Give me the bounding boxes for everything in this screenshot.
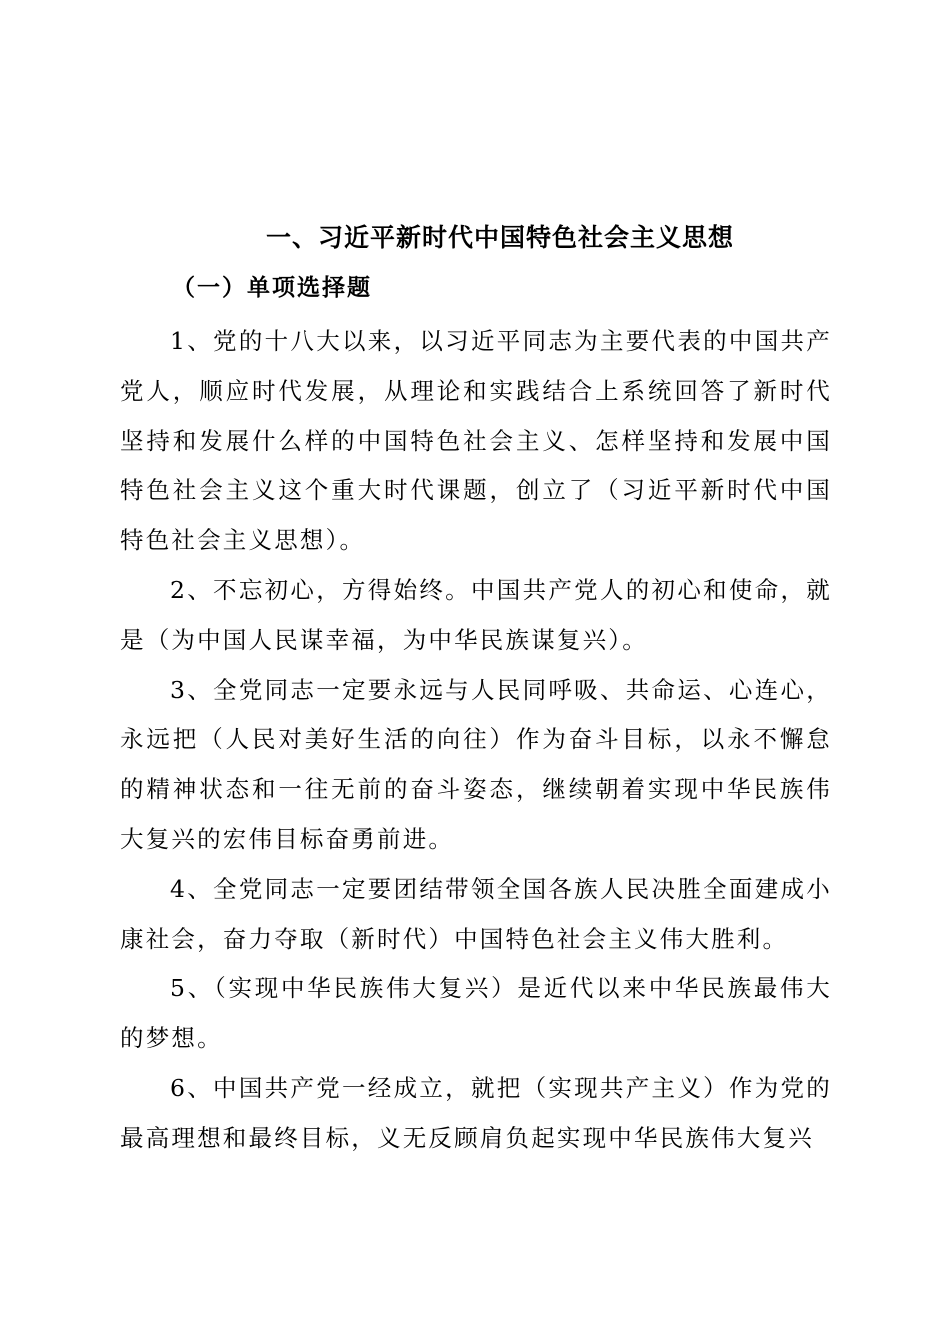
question-item: 4、全党同志一定要团结带领全国各族人民决胜全面建成小康社会，奋力夺取（新时代）中国特色社会主义伟大胜利。 — [120, 874, 832, 953]
question-item: 3、全党同志一定要永远与人民同呼吸、共命运、心连心，永远把（人民对美好生活的向往）作为奋斗目标，以永不懈怠的精神状态和一往无前的奋斗姿态，继续朝着实现中华民族伟大复兴的宏伟目标奋勇前进。 — [120, 675, 832, 853]
question-item: 2、不忘初心，方得始终。中国共产党人的初心和使命，就是（为中国人民谋幸福，为中华民族谋复兴）。 — [120, 575, 832, 654]
question-item: 5、（实现中华民族伟大复兴）是近代以来中华民族最伟大的梦想。 — [120, 974, 832, 1053]
question-item: 1、党的十八大以来，以习近平同志为主要代表的中国共产党人，顺应时代发展，从理论和实践结合上系统回答了新时代坚持和发展什么样的中国特色社会主义、怎样坚持和发展中国特色社会主义这个重大时代课题，创立了（习近平新时代中国特色社会主义思想）。 — [120, 327, 832, 555]
question-item: 6、中国共产党一经成立，就把（实现共产主义）作为党的最高理想和最终目标，义无反顾肩负起实现中华民族伟大复兴 — [120, 1073, 832, 1152]
section-heading: （一）单项选择题 — [172, 274, 372, 301]
document-title: 一、习近平新时代中国特色社会主义思想 — [265, 223, 734, 252]
question-list — [120, 317, 832, 1164]
